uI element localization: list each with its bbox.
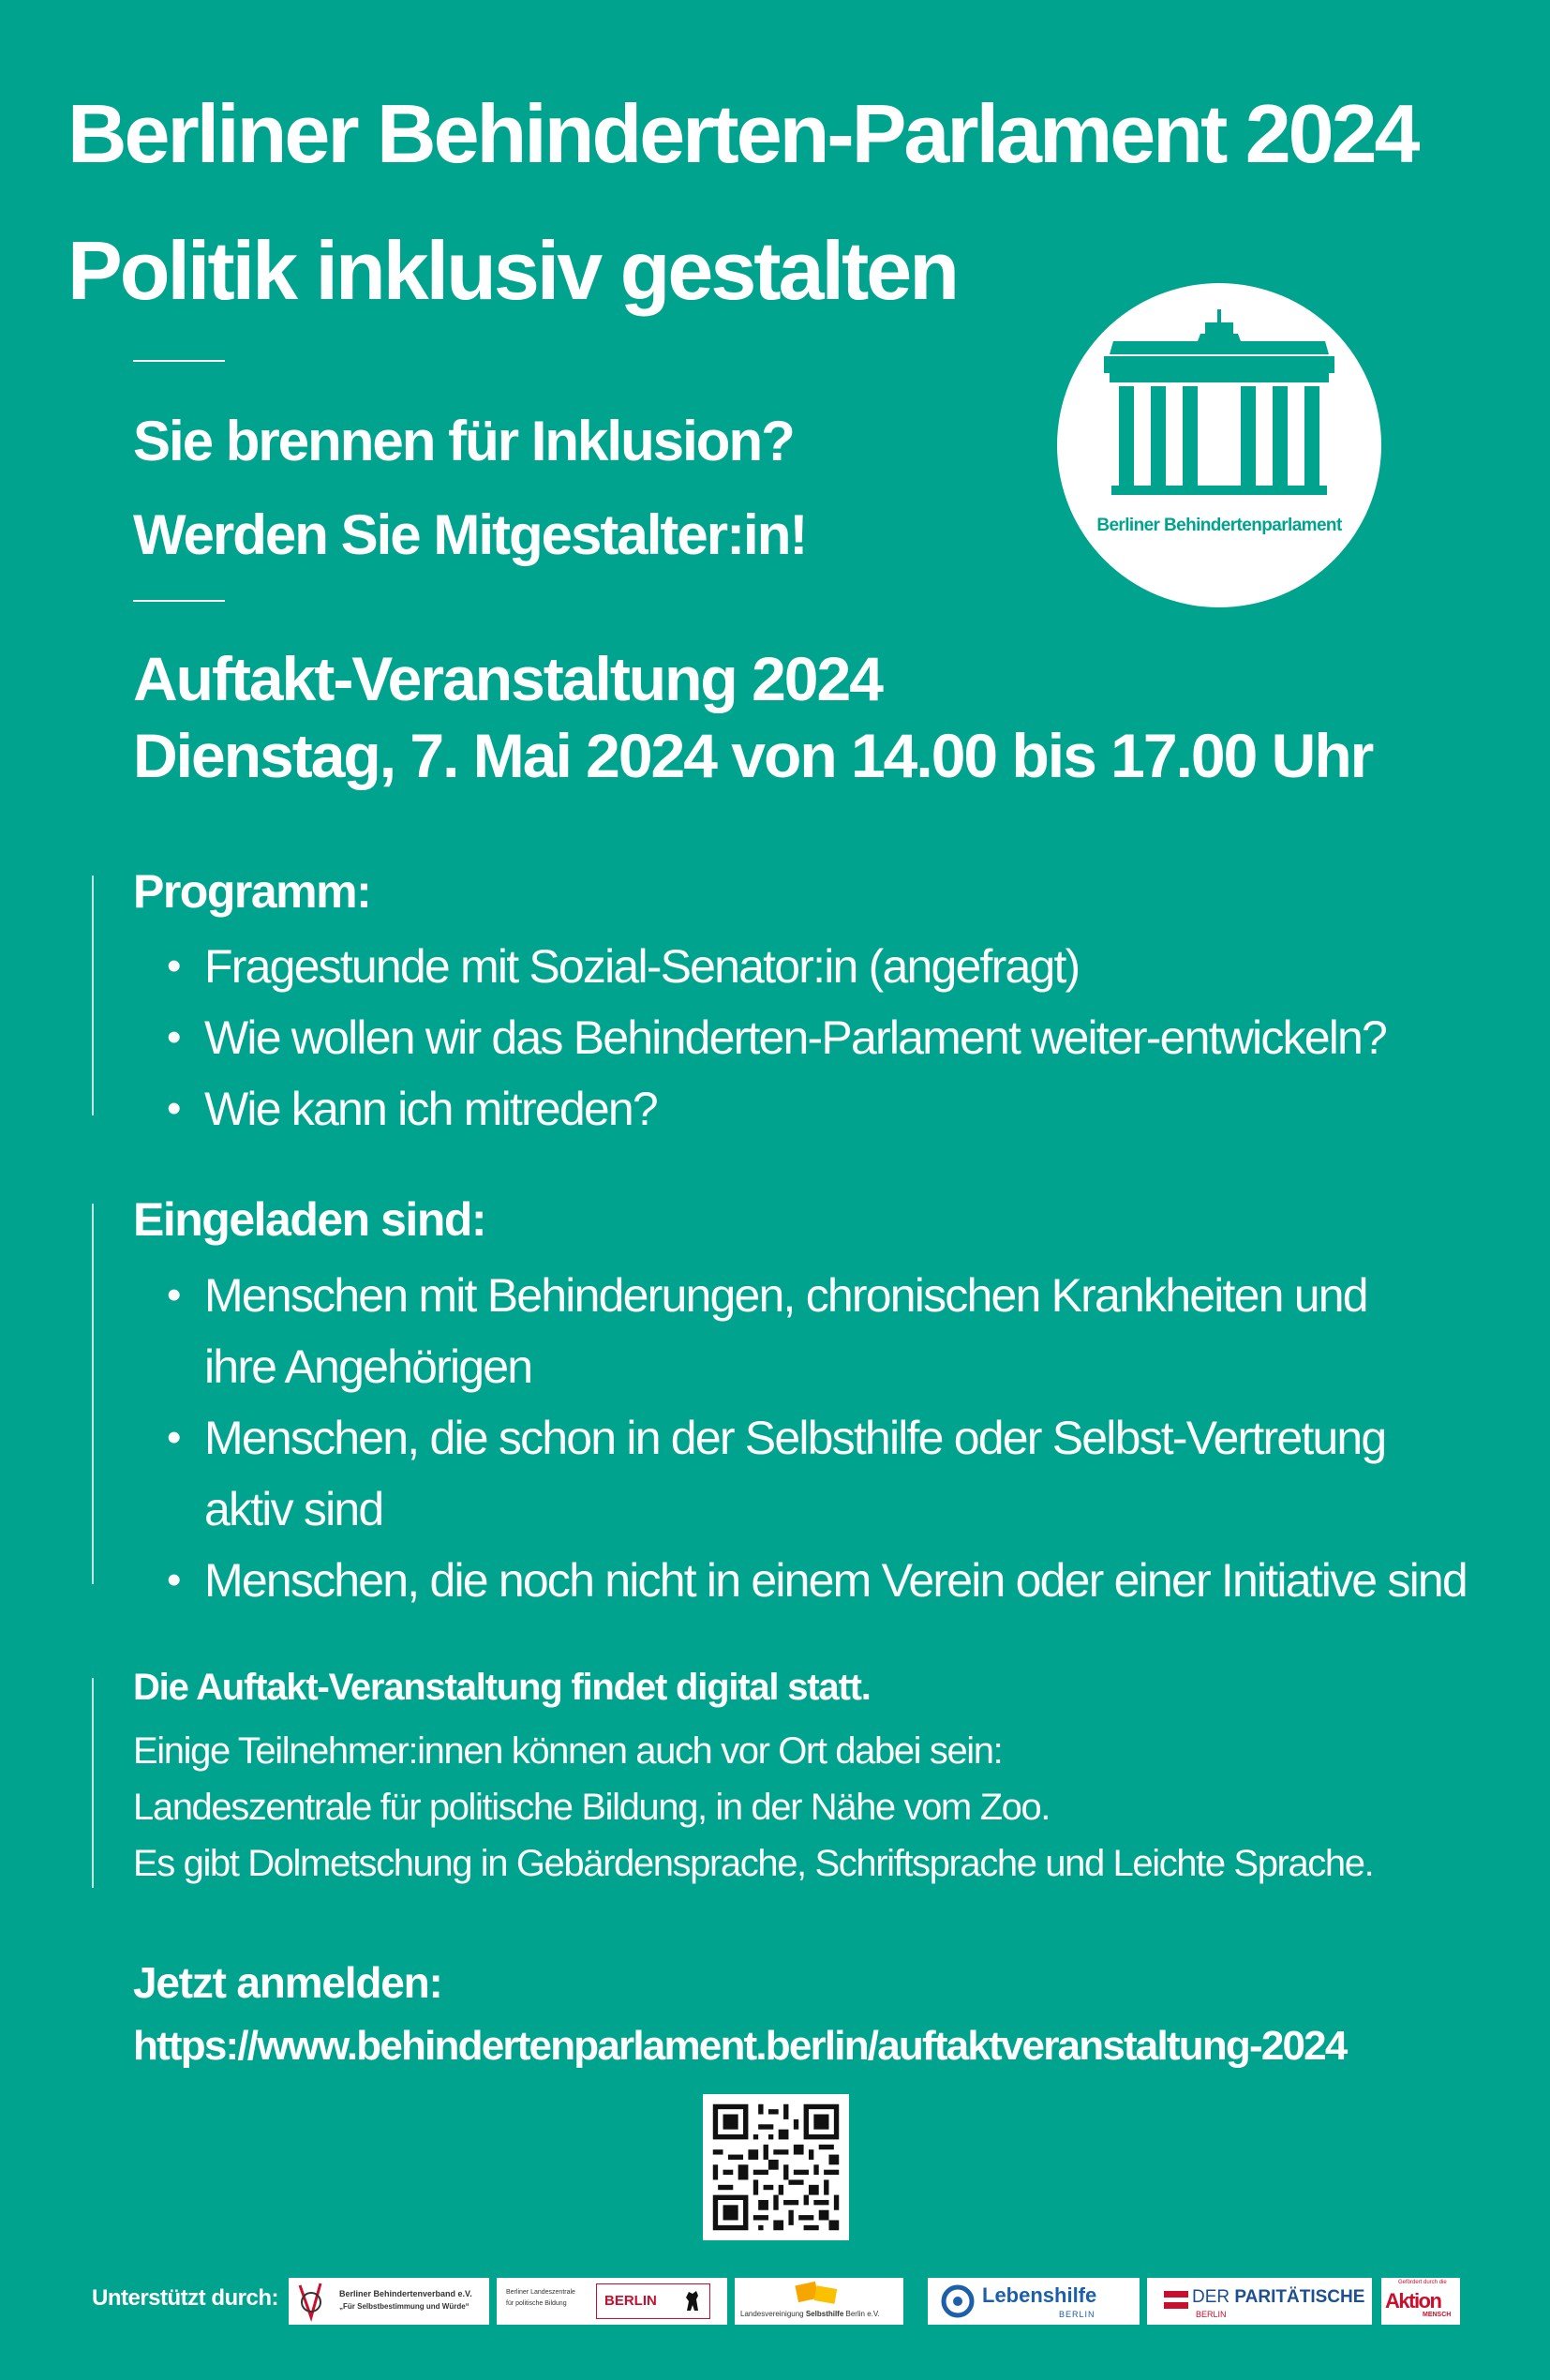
call-line-1: Sie brennen für Inklusion? (133, 410, 794, 472)
paritaetische-name: DER PARITÄTISCHE (1192, 2287, 1365, 2307)
list-item: • Menschen mit Behinderungen, chronischen Krankheiten und ihre Angehörigen (167, 1269, 1367, 1393)
parliament-logo (1057, 283, 1381, 607)
bbv-line-1: Berliner Behindertenverband e.V. (339, 2289, 472, 2298)
list-item: • Menschen, die noch nicht in einem Verein oder einer Initiative sind (167, 1554, 1467, 1607)
lebenshilfe-name: Lebenshilfe (982, 2283, 1097, 2307)
register-link[interactable]: https://www.behindertenparlament.berlin/auftaktveranstaltung-2024 (133, 2023, 1347, 2069)
info-line: Einige Teilnehmer:innen können auch vor Ort dabei sein: (133, 1730, 1003, 1772)
lpb-line-1: Berliner Landeszentrale (506, 2289, 575, 2296)
supporter-logo-lebenshilfe (928, 2278, 1140, 2325)
list-item: • Wie wollen wir das Behinderten-Parlament weiter-entwickeln? (167, 1011, 1387, 1064)
aktion-mensch-sub: MENSCH (1423, 2312, 1452, 2318)
page-title: Berliner Behinderten-Parlament 2024 (67, 87, 1418, 180)
list-item: • Fragestunde mit Sozial-Senator:in (angefragt) (167, 940, 1080, 993)
lpb-berlin: BERLIN (604, 2293, 657, 2309)
aktion-mensch-name: Aktion (1385, 2289, 1441, 2313)
info-heading: Die Auftakt-Veranstaltung findet digital statt. (133, 1667, 871, 1708)
register-heading: Jetzt anmelden: (133, 1958, 442, 2007)
lpb-box (596, 2283, 710, 2319)
section-bar (92, 1204, 94, 1584)
section-bar (92, 876, 94, 1115)
supporter-logo-aktion-mensch (1381, 2278, 1460, 2325)
qr-code-icon (703, 2094, 849, 2240)
selbsthilfe-logo-icon (791, 2280, 847, 2308)
program-heading: Programm: (133, 865, 371, 918)
divider (133, 360, 225, 362)
supporter-logo-lpb (497, 2278, 727, 2325)
lpb-line-2: für politische Bildung (506, 2300, 567, 2307)
brandenburg-gate-icon (1057, 283, 1381, 607)
program-list (133, 931, 1445, 1145)
page-subtitle: Politik inklusiv gestalten (67, 224, 957, 317)
supporter-logo-selbsthilfe (735, 2278, 903, 2325)
info-line: Landeszentrale für politische Bildung, in der Nähe vom Zoo. (133, 1787, 1051, 1828)
info-line: Es gibt Dolmetschung in Gebärdensprache, Schriftsprache und Leichte Sprache. (133, 1843, 1374, 1884)
selbsthilfe-text: Landesvereinigung Selbsthilfe Berlin e.V. (740, 2310, 880, 2318)
lebenshilfe-city: BERLIN (1059, 2310, 1095, 2319)
invited-heading: Eingeladen sind: (133, 1193, 486, 1246)
supporter-logo-paritaetische (1147, 2278, 1372, 2325)
list-item: • Menschen, die schon in der Selbsthilfe oder Selbst-Vertretung aktiv sind (167, 1412, 1386, 1535)
aktion-mensch-top: Gefördert durch die (1398, 2280, 1447, 2285)
supporter-logo-bbv (289, 2278, 489, 2325)
bbv-line-2: „Für Selbstbestimmung und Würde“ (339, 2302, 469, 2311)
call-line-2: Werden Sie Mitgestalter:in! (133, 503, 807, 566)
list-item: • Wie kann ich mitreden? (167, 1083, 657, 1135)
section-bar (92, 1678, 94, 1888)
berlin-bear-icon (683, 2288, 702, 2313)
paritaetische-logo-icon (1164, 2289, 1188, 2312)
event-name: Auftakt-Veranstaltung 2024 (133, 644, 882, 713)
supporters-label: Unterstützt durch: (92, 2285, 278, 2311)
event-date: Dienstag, 7. Mai 2024 von 14.00 bis 17.00 Uhr (133, 721, 1373, 790)
logo-caption: Berliner Behindertenparlament (1096, 516, 1342, 535)
paritaetische-city: BERLIN (1196, 2310, 1227, 2319)
bbv-logo-icon (292, 2280, 334, 2323)
lebenshilfe-logo-icon (941, 2284, 975, 2318)
qr-code[interactable] (703, 2094, 849, 2240)
invited-list (133, 1260, 1483, 1616)
divider (133, 600, 225, 602)
